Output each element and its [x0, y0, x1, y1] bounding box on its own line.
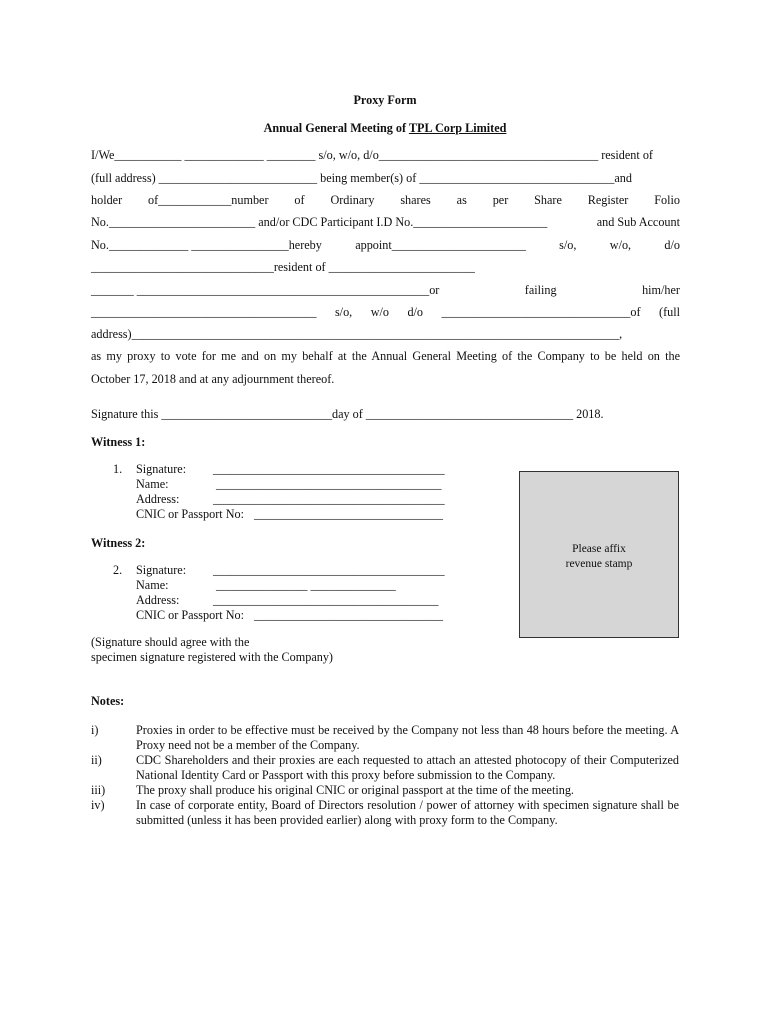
witness-2-name-label: Name: [136, 578, 169, 592]
word: w/o, [609, 238, 632, 252]
word: s/o, [559, 238, 577, 252]
member-line-7 [91, 283, 680, 298]
member-line-5 [91, 238, 680, 253]
witness-2-cnic-label: CNIC or Passport No: [136, 608, 244, 622]
member-line-3 [91, 193, 680, 208]
word: w/o [370, 305, 389, 319]
note-number: iii) [91, 783, 106, 797]
word: as [456, 193, 467, 207]
witness-2-cnic-line: _______________________________ [254, 608, 443, 622]
member-line-9: address)________________________________________________________________________________, [91, 327, 623, 341]
note-number: ii) [91, 753, 102, 767]
word: Register [587, 193, 629, 207]
sub-account-text: and Sub Account [596, 215, 680, 229]
member-line-11: October 17, 2018 and at any adjournment thereof. [91, 372, 335, 386]
witness-1-name-label: Name: [136, 477, 169, 491]
witness-2-name-line: _______________ ______________ [216, 578, 396, 592]
word: Share [534, 193, 562, 207]
stamp-text-line-1: Please affix [572, 543, 626, 555]
company-name: TPL Corp Limited [408, 121, 507, 135]
word: d/o [407, 305, 424, 319]
word: of [294, 193, 305, 207]
member-line-1: I/We___________ _____________ ________ s/o, w/o, d/o____________________________________ resident of [91, 148, 653, 162]
word: shares [400, 193, 431, 207]
word: No._____________ ________________hereby [91, 238, 322, 252]
form-title: Proxy Form [353, 93, 417, 107]
word: holder [91, 193, 123, 207]
revenue-stamp-box [519, 471, 679, 638]
witness-2-signature-label: Signature: [136, 563, 187, 577]
word: _______________________________of [441, 305, 641, 319]
witness-2-address-line: _____________________________________ [213, 593, 439, 607]
note-text: CDC Shareholders and their proxies are each requested to attach an attested photocopy of their Computerized National Identity Card or Passport with this proxy before submission to the Company. [136, 753, 679, 782]
witness-1-heading: Witness 1: [91, 435, 146, 449]
signature-date-line: Signature this ____________________________day of __________________________________ 2018. [91, 407, 604, 421]
note-number: i) [91, 723, 99, 737]
note-text: The proxy shall produce his original CNIC or original passport at the time of the meeting. [136, 783, 574, 797]
member-line-8 [91, 305, 680, 320]
word: him/her [642, 283, 680, 297]
witness-1-address-line: ______________________________________ [213, 492, 445, 506]
word: _____________________________________ [91, 305, 317, 319]
witness-2-heading: Witness 2: [91, 536, 146, 550]
witness-1-name-line: _____________________________________ [216, 477, 442, 491]
word: failing [524, 283, 557, 297]
word: _______ ________________________________________________or [91, 283, 440, 297]
stamp-text-line-2: revenue stamp [565, 558, 633, 570]
witness-1-signature-line: ______________________________________ [213, 462, 445, 476]
witness-2-address-label: Address: [136, 593, 180, 607]
subtitle-prefix: Annual General Meeting of [263, 121, 409, 135]
word: s/o, [334, 305, 353, 319]
witness-2-number: 2. [113, 563, 123, 577]
word: per [492, 193, 509, 207]
word: of____________number [148, 193, 269, 207]
member-line-6: ______________________________resident of ________________________ [91, 260, 475, 274]
notes-heading: Notes: [91, 694, 125, 708]
folio-cdc-text: No.________________________ and/or CDC Participant I.D No.______________________ [91, 215, 548, 229]
witness-1-address-label: Address: [136, 492, 180, 506]
signature-agree-note-2: specimen signature registered with the Company) [91, 650, 333, 664]
note-text: Proxies in order to be effective must be received by the Company not less than 48 hours before the meeting. A Proxy need not be a member of the Company. [136, 723, 679, 752]
word: d/o [664, 238, 680, 252]
witness-1-signature-label: Signature: [136, 462, 187, 476]
word: Ordinary [330, 193, 375, 207]
witness-1-cnic-label: CNIC or Passport No: [136, 507, 244, 521]
signature-agree-note-1: (Signature should agree with the [91, 635, 250, 649]
member-line-4 [91, 215, 680, 230]
word: (full [659, 305, 680, 319]
note-number: iv) [91, 798, 105, 812]
witness-1-cnic-line: _______________________________ [254, 507, 443, 521]
member-line-2: (full address) __________________________ being member(s) of ________________________________and [91, 171, 632, 185]
member-line-10: as my proxy to vote for me and on my behalf at the Annual General Meeting of the Company to be held on the [91, 349, 680, 363]
note-text: In case of corporate entity, Board of Directors resolution / power of attorney with specimen signature shall be submitted (unless it has been provided earlier) along with proxy form to the Company. [136, 798, 679, 827]
word: appoint______________________ [355, 238, 526, 252]
witness-1-number: 1. [113, 462, 123, 476]
witness-2-signature-line: ______________________________________ [213, 563, 445, 577]
form-subtitle [0, 121, 770, 136]
word: Folio [654, 193, 680, 207]
